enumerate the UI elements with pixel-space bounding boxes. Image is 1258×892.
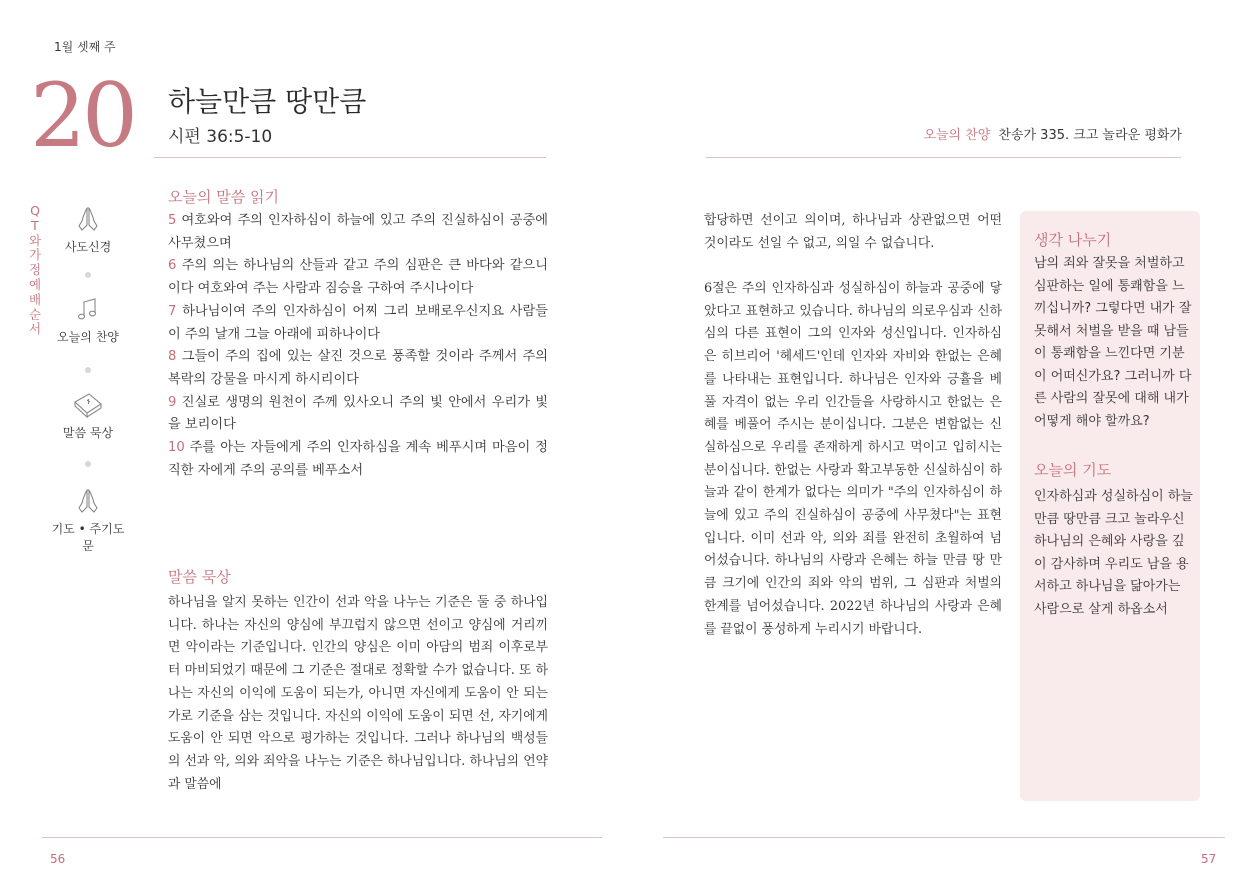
meditation-continued-para-2: 6절은 주의 인자하심과 성실하심이 하늘과 공중에 닿았다고 표현하고 있습니다. 하나님의 의로우심과 신하심의 다른 표현이 그의 인자와 성신입니다. 인자하심은 히브리어 '헤세드'인데 인자와 자비와 한없는 은혜를 나타내는 표현입니다. 하나님은 인자와 긍휼을 베풀 자격이 없는 우리 인간들을 사랑하시고 한없는 은혜를 베풀어 주시는 분이십니다. 그분은 변함없는 신실하심으로 우리를 존재하게 하시고 먹이고 입히시는 분이십니다. 한없는 사랑과 확고부동한 신실하심이 하늘과 같이 한계가 없다는 의미가 "주의 인자하심이 하늘에 있고 주의 진실하심이 공중에 사무쳤다"는 표현입니다. 이미 선과 악, 의와 죄를 완전히 초월하여 넘어섰습니다. 하나님의 사랑과 은혜는 하늘 만큼 땅 만큼 크기에 인간의 죄와 악의 범위, 그 심판과 처벌의 한계를 넘어섰습니다. 2022년 하나님의 사랑과 은혜를 끝없이 풍성하게 누리시기 바랍니다.: [704, 281, 1002, 637]
verse-text: 그들이 주의 집에 있는 살진 것으로 풍족할 것이라 주께서 주의 복락의 강물을 마시게 하시리이다: [168, 349, 548, 387]
nav-separator-dot: [85, 367, 91, 373]
footer-divider-right: [663, 837, 1225, 838]
footer-divider-left: [42, 837, 602, 838]
qt-order-vertical-label: QT와 가정예배 순서: [28, 203, 42, 337]
todays-hymn: [923, 124, 1182, 143]
verse-number: 7: [168, 303, 177, 319]
praying-hands-icon: [73, 486, 103, 516]
meditation-continued-para-1: 합당하면 선이고 의이며, 하나님과 상관없으면 어떤 것이라도 선일 수 없고, 의일 수 없습니다.: [704, 213, 1002, 251]
verse-number: 5: [168, 213, 177, 228]
verse: [168, 437, 548, 482]
verse: [168, 301, 548, 346]
nav-apostles-creed: [48, 204, 128, 255]
verse: [168, 210, 548, 255]
nav-separator-dot: [85, 272, 91, 278]
hymn-label: 오늘의 찬양: [923, 128, 991, 143]
verse-text: 주의 의는 하나님의 산들과 같고 주의 심판은 큰 바다와 같으니이다 여호와여 주는 사람과 짐승을 구하여 주시나이다: [168, 258, 548, 297]
prayer-text: 인자하심과 성실하심이 하늘만큼 땅만큼 크고 놀라우신 하나님의 은혜와 사랑을 깊이 감사하며 우리도 남을 용서하고 하나님을 닮아가는 사람으로 살게 하옵소서: [1034, 489, 1193, 617]
bible-icon: [71, 390, 105, 420]
verse: [168, 255, 548, 300]
page-number-left: 56: [50, 852, 66, 866]
day-number: 20: [30, 64, 134, 167]
nav-word-meditation: [48, 390, 128, 441]
prayer-heading: 오늘의 기도: [1034, 461, 1112, 479]
verse-text: 하나님이여 주의 인자하심이 어찌 그리 보배로우신지요 사람들이 주의 날개 그늘 아래에 피하나이다: [168, 303, 548, 342]
verse: [168, 392, 548, 437]
verse-number: 10: [168, 440, 185, 456]
page-number-right: 57: [1201, 852, 1217, 866]
reading-heading: 오늘의 말씀 읽기: [168, 188, 279, 206]
scripture-reference: 시편 36:5-10: [168, 127, 273, 147]
verse-text: 진실로 생명의 원천이 주께 있사오니 주의 빛 안에서 우리가 빛을 보리이다: [168, 394, 548, 433]
page-title: 하늘만큼 땅만큼: [168, 85, 367, 118]
verse-text: 여호와여 주의 인자하심이 하늘에 있고 주의 진실하심이 공중에 사무쳤으며: [168, 213, 548, 251]
music-note-icon: [73, 296, 103, 324]
nav-separator-dot: [85, 461, 91, 467]
header-divider-right: [706, 157, 1181, 158]
hymn-value: 찬송가 335. 크고 놀라운 평화가: [998, 128, 1182, 143]
nav-label: 사도신경: [64, 240, 112, 254]
reading-verses: [168, 210, 548, 482]
share-text: 남의 죄와 잘못을 처벌하고 심판하는 일에 통쾌함을 느끼십니까? 그렇다면 내가 잘못해서 처벌을 받을 때 남들이 통쾌함을 느낀다면 기분이 어떠신가요? 그러니까 다른 사람의 잘못에 대해 내가 어떻게 해야 할까요?: [1034, 256, 1192, 429]
meditation-text: 하나님을 알지 못하는 인간이 선과 악을 나누는 기준은 둘 중 하나입니다. 하나는 자신의 양심에 부끄럽지 않으면 선이고 양심에 거리끼면 악이라는 기준입니다. 인간의 양심은 이미 아담의 범죄 이후로부터 마비되었기 때문에 그 기준은 절대로 정확할 수가 없습니다. 또 하나는 자신의 이익에 도움이 되는가, 아니면 자신에게 도움이 안 되는가로 기준을 삼는 것입니다. 자신의 이익에 도움이 되면 선, 자기에게 도움이 안 되면 악으로 평가하는 것입니다. 그러나 하나님의 백성들의 선과 악, 의와 죄악을 나누는 기준은 하나님입니다. 하나님의 언약과 말씀에: [168, 595, 548, 792]
verse-number: 9: [168, 394, 177, 410]
nav-label: 기도 • 주기도문: [51, 522, 125, 553]
header-divider-left: [154, 157, 546, 158]
week-label: 1월 셋째 주: [54, 40, 116, 54]
nav-todays-hymn: [48, 296, 128, 345]
verse-number: 8: [168, 349, 177, 365]
meditation-heading: 말씀 묵상: [168, 568, 231, 586]
verse-text: 주를 아는 자들에게 주의 인자하심을 계속 베푸시며 마음이 정직한 자에게 주의 공의를 베푸소서: [168, 440, 548, 478]
nav-prayer-lords-prayer: [48, 486, 128, 554]
nav-label: 오늘의 찬양: [57, 330, 119, 344]
nav-label: 말씀 묵상: [62, 426, 114, 440]
share-heading: 생각 나누기: [1034, 231, 1112, 249]
verse: [168, 346, 548, 391]
praying-hands-icon: [73, 204, 103, 234]
verse-number: 6: [168, 258, 177, 274]
